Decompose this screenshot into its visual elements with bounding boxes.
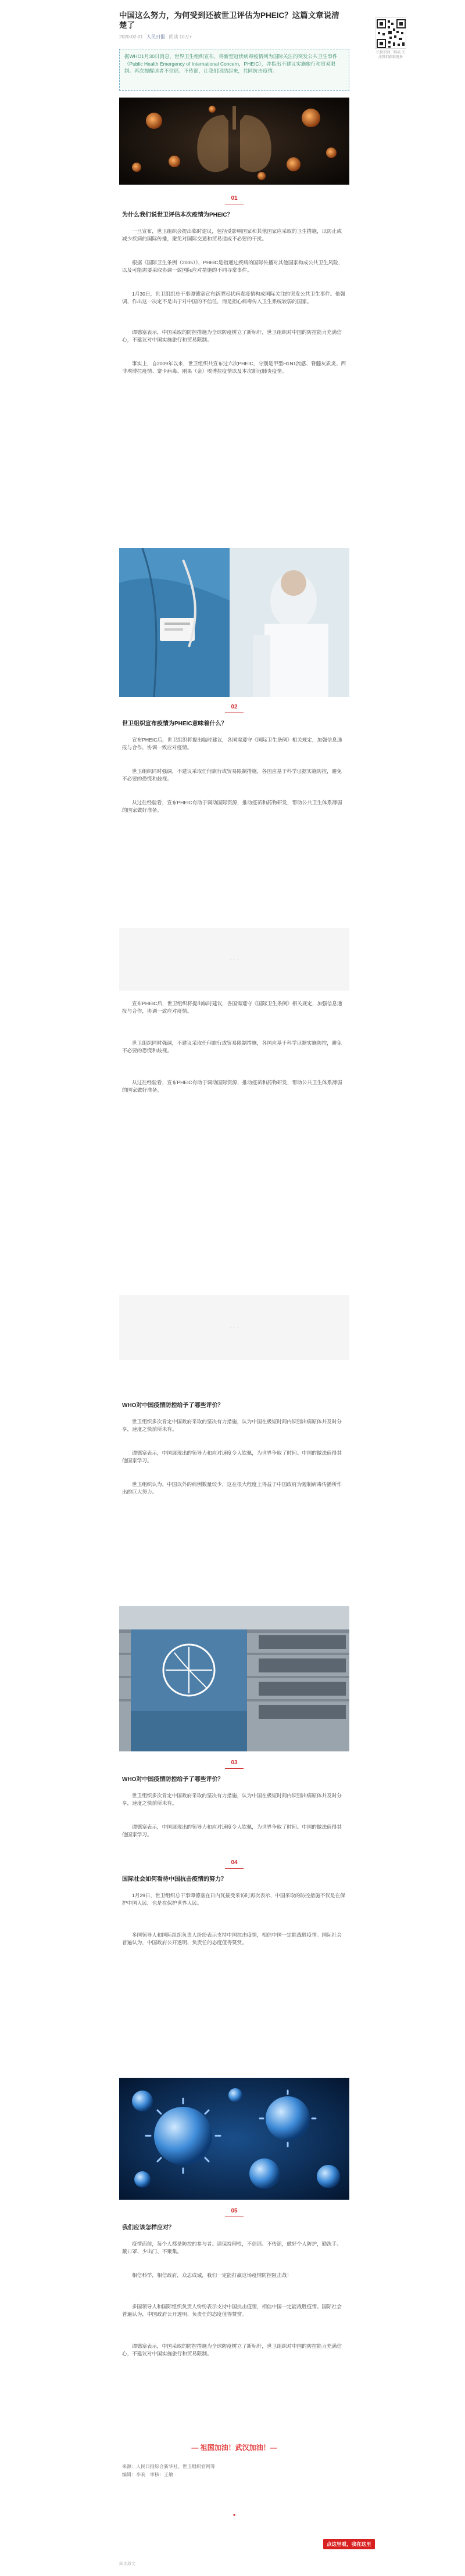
article-views: 阅读 10万+ — [169, 34, 192, 39]
qr-code-icon[interactable] — [375, 17, 406, 49]
slogan: — 祖国加油！武汉加油！— — [191, 2444, 277, 2452]
article-date: 2020-02-01 — [119, 34, 143, 39]
paragraph: 谭德塞表示，中国采取的防控措施为全球防疫树立了新标杆，世卫组织对中国的防控能力充满信心，不建议对中国实施旅行和贸易限制。 — [122, 2343, 342, 2356]
paragraph: 宣布PHEIC后，世卫组织将提出临时建议，各国需遵守《国际卫生条例》相关规定，加强信息通报与合作，协调一致应对疫情。 — [122, 1001, 342, 1014]
section-number: 04 — [231, 1859, 238, 1866]
section-number: 01 — [231, 195, 238, 202]
lungs-virus-image — [119, 98, 349, 185]
section-number: 05 — [231, 2208, 238, 2214]
paragraph: 1月29日，世卫组织总干事谭德塞在日内瓦接受采访时再次表示，中国采取的防控措施不仅是在保护中国人民，也是在保护世界人民。 — [122, 1893, 345, 1906]
paragraph: 1月30日，世卫组织总干事谭德塞宣布新型冠状病毒疫情构成国际关注的突发公共卫生事件。他强调，作出这一决定不是出于对中国的不信任，而是担心病毒传入卫生系统较弱的国家。 — [122, 291, 345, 304]
section-heading: WHO对中国疫情防控给予了哪些评价？ — [122, 1776, 224, 1783]
section-heading: 我们应该怎样应对？ — [122, 2225, 174, 2231]
qr-caption: 长按识别二维码 关注我们获取更多 — [376, 51, 405, 59]
image-placeholder: · · · — [119, 1295, 349, 1360]
virus-microscope-image — [119, 2078, 349, 2200]
article-editor: 编辑：李响 审核：王敏 — [122, 2472, 173, 2477]
paragraph: 宣布PHEIC后，世卫组织将提出临时建议，各国需遵守《国际卫生条例》相关规定，加强信息通报与合作，协调一致应对疫情。 — [122, 737, 342, 750]
section-divider — [225, 1768, 244, 1769]
paragraph: 一旦宣布，世卫组织会提出临时建议，包括受影响国家和其他国家应采取的卫生措施，以防止或减少疾病的国际传播，避免对国际交通和贸易造成不必要的干扰。 — [122, 228, 342, 242]
wow-button[interactable]: 点这里看，我在这里 — [323, 2539, 375, 2549]
image-placeholder: · · · — [119, 928, 349, 991]
section-heading: 国际社会如何看待中国抗击疫情的努力？ — [122, 1876, 227, 1883]
read-original-link[interactable]: 阅读原文 — [119, 2562, 135, 2566]
section-heading: WHO对中国疫情防控给予了哪些评价？ — [122, 1402, 224, 1409]
section-divider — [225, 1868, 244, 1869]
paragraph: 从过往经验看，宣布PHEIC有助于调动国际资源，推动疫苗和药物研发，帮助公共卫生体系薄弱的国家做好准备。 — [122, 1080, 342, 1093]
paragraph: 根据《国际卫生条例（2005）》，PHEIC是指通过疾病的国际传播对其他国家构成公共卫生风险，以及可能需要采取协调一致国际应对措施的不同寻常事件。 — [122, 260, 344, 273]
section-heading: 世卫组织宣布疫情为PHEIC意味着什么？ — [122, 721, 227, 727]
article-header — [119, 10, 340, 40]
paragraph: 事实上，自2009年以来，世卫组织共宣布过六次PHEIC，分别是甲型H1N1流感、脊髓灰质炎、西非埃博拉疫情、寨卡病毒、刚果（金）埃博拉疫情以及本次新冠肺炎疫情。 — [122, 361, 346, 374]
doctors-image — [119, 548, 349, 697]
paragraph: 谭德塞表示，中国采取的防控措施为全球防疫树立了新标杆，世卫组织对中国的防控能力充满信心，不建议对中国实施旅行和贸易限制。 — [122, 329, 342, 343]
section-number: 03 — [231, 1760, 238, 1766]
who-building-image — [119, 1606, 349, 1751]
paragraph: 世卫组织认为，中国以外的病例数量较少，这在很大程度上得益于中国政府为遏制病毒传播所作出的巨大努力。 — [122, 1481, 342, 1495]
paragraph: 多国领导人和国际组织负责人纷纷表示支持中国抗击疫情，相信中国一定能战胜疫情。国际社会普遍认为，中国政府公开透明、负责任的态度值得赞赏。 — [122, 1932, 342, 1945]
paragraph: 从过往经验看，宣布PHEIC有助于调动国际资源，推动疫苗和药物研发，帮助公共卫生体系薄弱的国家做好准备。 — [122, 800, 342, 813]
paragraph: 相信科学，相信政府，众志成城，我们一定能打赢这场疫情防控阻击战！ — [132, 2272, 292, 2278]
article-author[interactable]: 人民日报 — [146, 34, 166, 39]
paragraph: 疫情面前，每个人都是防控的参与者。请保持理性，不信谣、不传谣，做好个人防护，勤洗手、戴口罩、少出门、不聚集。 — [122, 2241, 342, 2254]
paragraph: 谭德塞表示，中国展现出的领导力和应对速度令人钦佩，为世界争取了时间。中国的做法值得其他国家学习。 — [122, 1824, 342, 1837]
article-meta — [119, 34, 340, 40]
paragraph: 世卫组织同时强调，不建议采取任何旅行或贸易限制措施，各国应基于科学证据实施防控，避免不必要的恐慌和歧视。 — [122, 768, 342, 782]
editor-notice: 据WHO1月30日消息，世界卫生组织宣布，将新型冠状病毒疫情列为国际关注的突发公共卫生事件（Public Health Emergency of International Concern，PHEIC），并指出不建议实施旅行和贸易限制。再次提醒读者不信谣、不传谣，让我们团结起来，共同抗击疫情。 — [119, 49, 349, 91]
end-dot: ● — [233, 2512, 236, 2517]
paragraph: 世卫组织同时强调，不建议采取任何旅行或贸易限制措施，各国应基于科学证据实施防控，避免不必要的恐慌和歧视。 — [122, 1040, 342, 1053]
qr-code-block — [375, 17, 406, 60]
paragraph: 世卫组织多次肯定中国政府采取的坚决有力措施，认为中国在极短时间内识别出病原体并及时分享，速度之快前所未有。 — [122, 1419, 342, 1432]
paragraph: 世卫组织多次肯定中国政府采取的坚决有力措施，认为中国在极短时间内识别出病原体并及时分享，速度之快前所未有。 — [122, 1793, 342, 1806]
section-number: 02 — [231, 704, 238, 710]
article-source: 来源：人民日报综合新华社、世卫组织官网等 — [122, 2464, 215, 2469]
article-title: 中国这么努力，为何受到还被世卫评估为PHEIC？这篇文章说清楚了 — [119, 11, 339, 30]
paragraph: 谭德塞表示，中国展现出的领导力和应对速度令人钦佩，为世界争取了时间。中国的做法值得其他国家学习。 — [122, 1450, 342, 1463]
section-heading: 为什么我们说世卫评估本次疫情为PHEIC？ — [122, 212, 233, 218]
paragraph: 多国领导人和国际组织负责人纷纷表示支持中国抗击疫情，相信中国一定能战胜疫情。国际社会普遍认为，中国政府公开透明、负责任的态度值得赞赏。 — [122, 2304, 342, 2317]
